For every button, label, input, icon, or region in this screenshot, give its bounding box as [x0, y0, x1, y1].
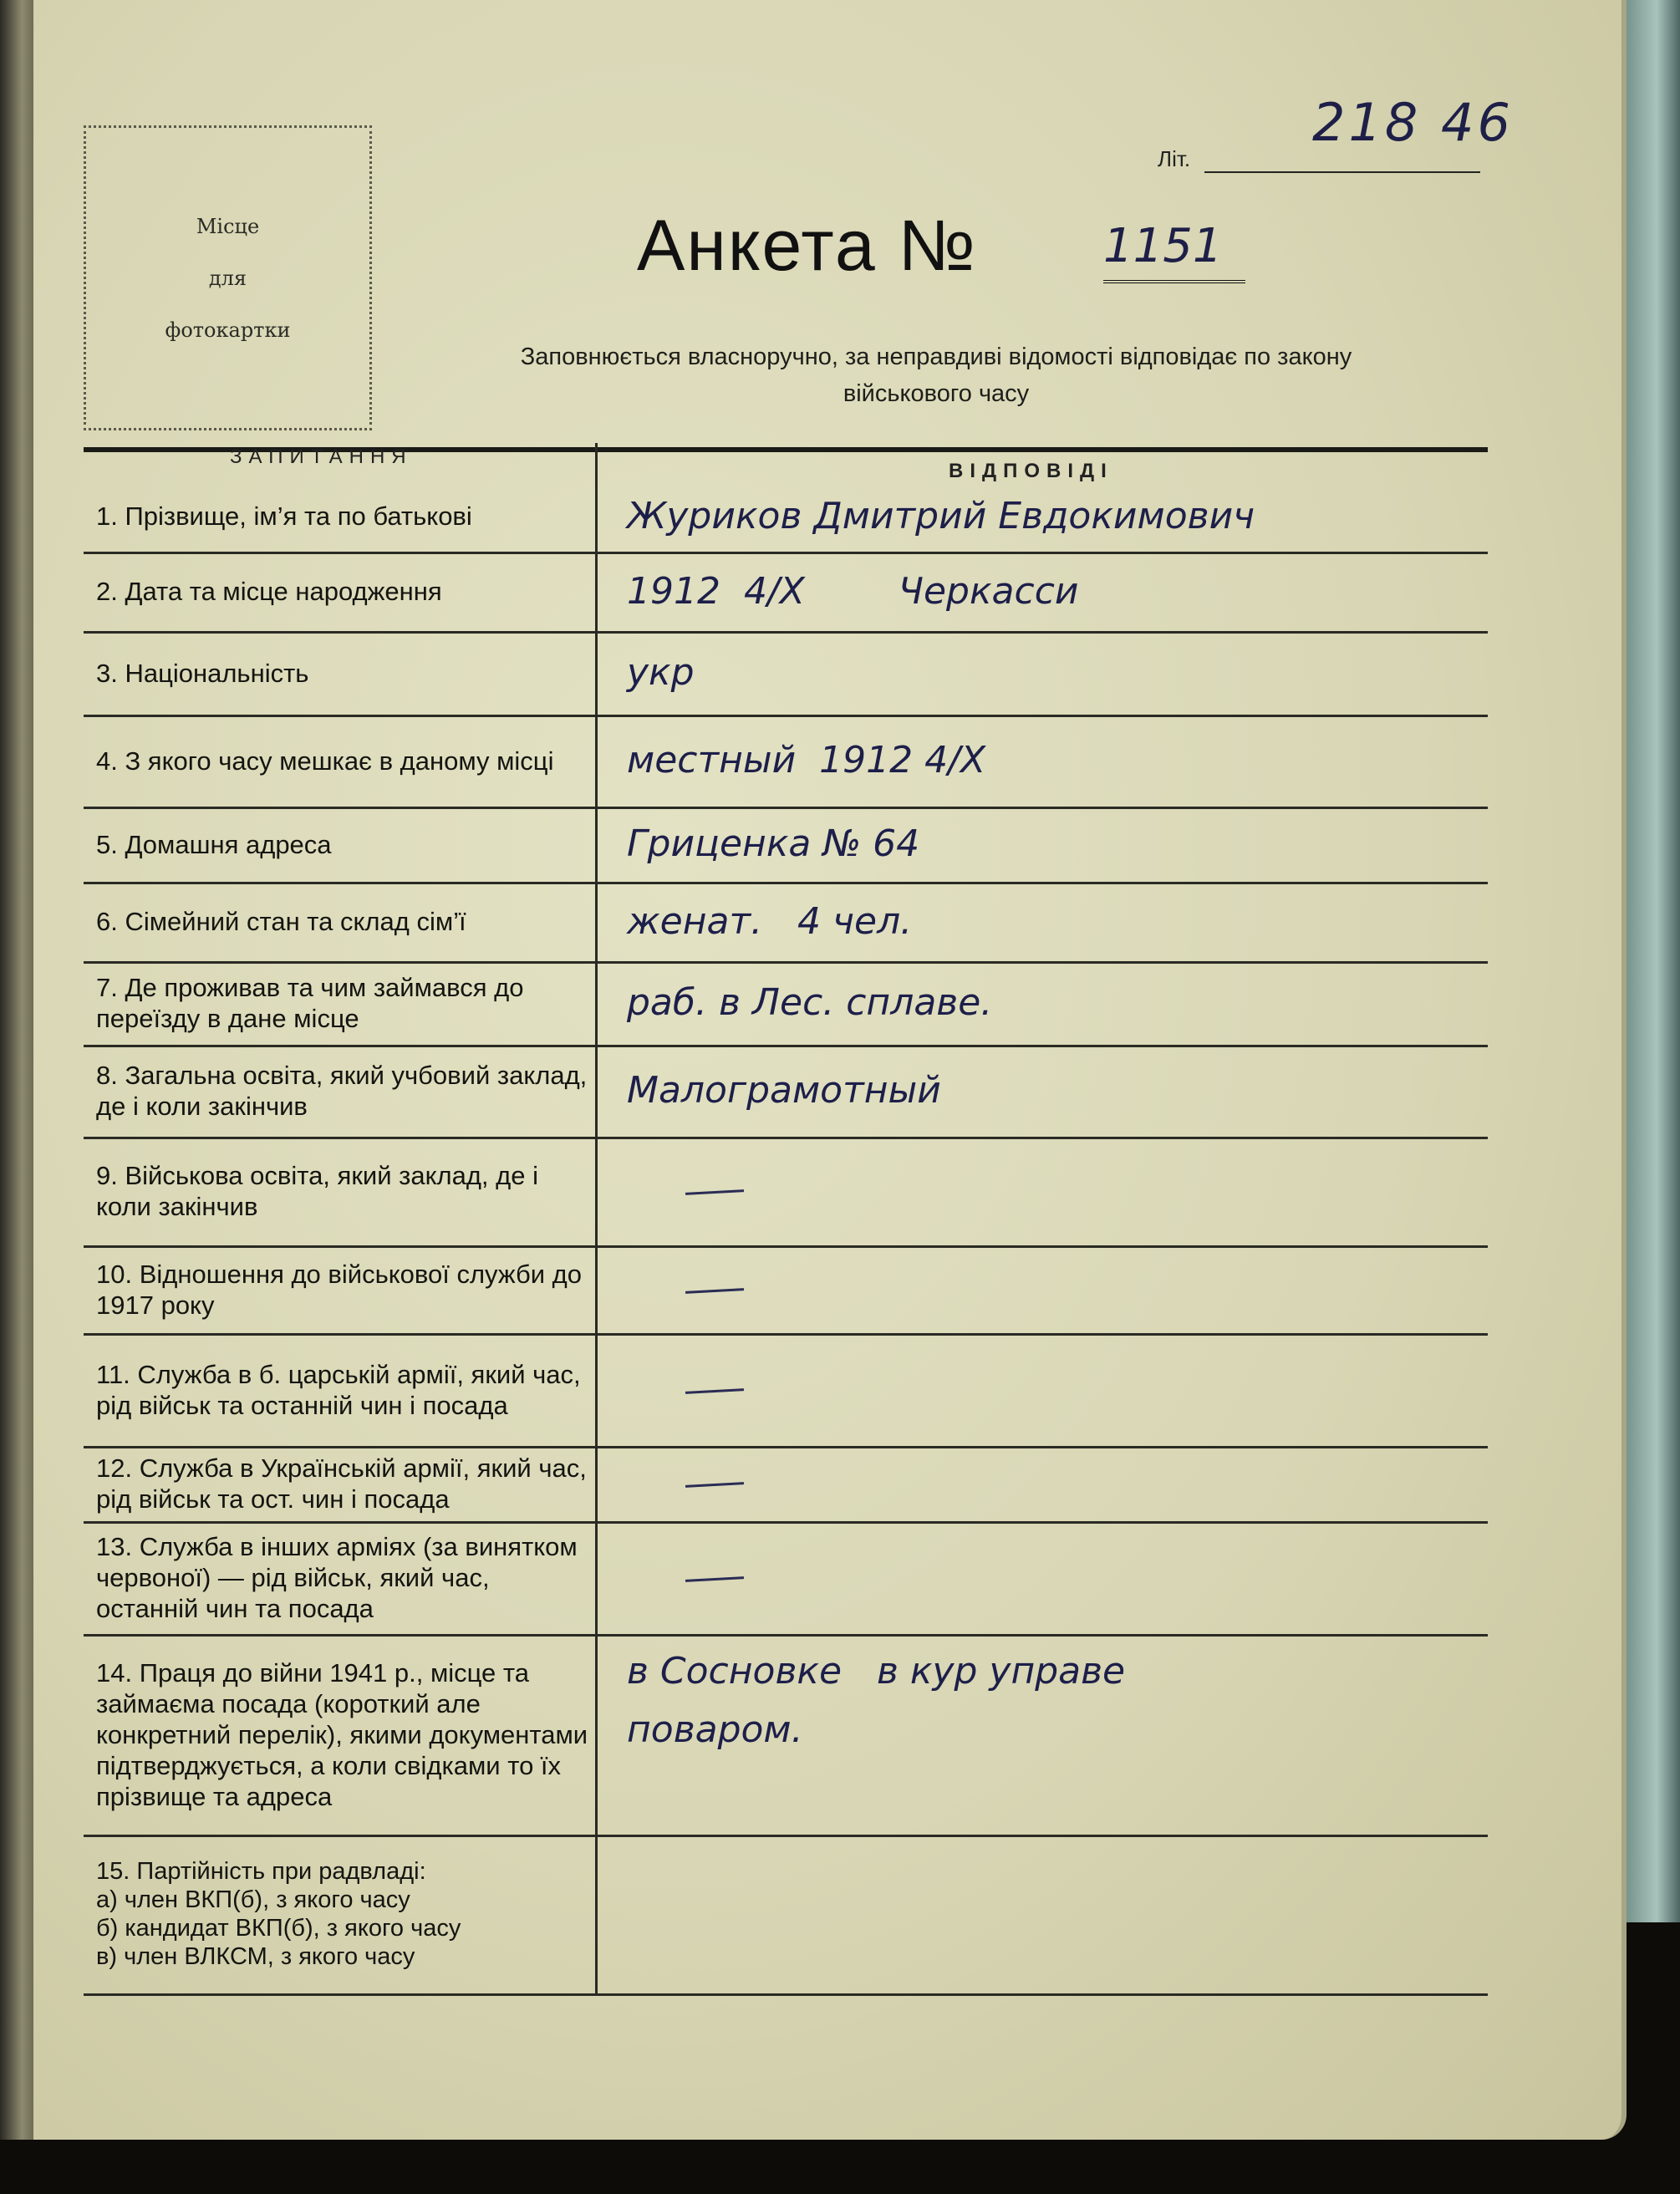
answer-4: местный 1912 4/X	[627, 739, 986, 781]
row-separator	[84, 1137, 1488, 1139]
question-5: 5. Домашня адреса	[96, 829, 332, 859]
book-binding	[1621, 0, 1680, 1922]
question-12: 12. Служба в Українській армії, який час, рід військ та ост. чин і посада	[96, 1453, 587, 1514]
row-separator	[84, 807, 1488, 809]
lit-handwritten-number: 218 46	[1312, 92, 1514, 153]
column-header-questions: ЗАПИТАННЯ	[230, 445, 413, 468]
photo-label-line3: фотокартки	[165, 318, 291, 342]
row-separator	[84, 1521, 1488, 1524]
answer-7: раб. в Лес. сплаве.	[627, 981, 993, 1024]
photo-label-line2: для	[208, 266, 247, 290]
background-shadow	[0, 2140, 1680, 2194]
row-separator	[84, 631, 1488, 634]
question-10: 10. Відношення до військової служби до 1917 року	[96, 1259, 583, 1320]
form-subtitle	[401, 339, 1471, 412]
question-1: 1. Прізвище, ім’я та по батькові	[96, 501, 472, 531]
photo-label-line1: Місце	[196, 214, 260, 238]
answer-3: укр	[627, 651, 695, 694]
form-number-underline	[1103, 280, 1245, 283]
row-separator	[84, 1045, 1488, 1047]
answer-6: женат. 4 чел.	[627, 899, 913, 943]
lit-underline	[1204, 171, 1480, 173]
question-13: 13. Служба в інших арміях (за винятком червоної) — рід військ, який час, останній чин та посада	[96, 1532, 578, 1623]
question-15: 15. Партійність при радвладі: а) член ВКП(б), з якого часу б) кандидат ВКП(б), з якого часу в) член ВЛКСМ, з якого часу	[96, 1858, 461, 1970]
answer-1: Журиков Дмитрий Евдокимович	[627, 494, 1255, 537]
row-separator	[84, 1333, 1488, 1336]
row-separator	[84, 1446, 1488, 1448]
row-separator	[84, 1993, 1488, 1996]
subtitle-line1: Заповнюється власноручно, за неправдиві відомості відповідає по закону	[520, 344, 1352, 370]
question-2: 2. Дата та місце народження	[96, 577, 442, 606]
answer-8: Малограмотный	[627, 1069, 941, 1112]
question-7: 7. Де проживав та чим займався до переїзду в дане місце	[96, 973, 524, 1033]
question-9: 9. Військова освіта, який заклад, де і коли закінчив	[96, 1161, 538, 1221]
row-separator	[84, 882, 1488, 884]
subtitle-line2: військового часу	[843, 380, 1030, 407]
question-4: 4. З якого часу мешкає в даному місці	[96, 746, 554, 776]
photo-placeholder	[84, 125, 372, 430]
row-separator	[84, 1835, 1488, 1837]
answer-2: 1912 4/X Черкасси	[627, 569, 1079, 613]
answer-14: в Сосновке в кур управе поваром.	[627, 1650, 1126, 1751]
question-8: 8. Загальна освіта, який учбовий заклад, де і коли закінчив	[96, 1061, 588, 1121]
row-separator	[84, 715, 1488, 717]
row-separator	[84, 961, 1488, 964]
column-header-answers: ВІДПОВІДІ	[949, 460, 1113, 482]
lit-label: Літ.	[1158, 146, 1191, 171]
question-11: 11. Служба в б. царській армії, який час, рід військ та останній чин і посада	[96, 1359, 581, 1420]
question-3: 3. Національність	[96, 658, 309, 688]
form-title: Анкета №	[637, 206, 977, 286]
row-separator	[84, 1245, 1488, 1248]
row-separator	[84, 552, 1488, 554]
form-number: 1151	[1103, 219, 1223, 273]
row-separator	[84, 1634, 1488, 1637]
question-6: 6. Сімейний стан та склад сім’ї	[96, 907, 466, 936]
answer-5: Гриценка № 64	[627, 822, 920, 865]
question-14: 14. Праця до війни 1941 р., місце та займаєма посада (короткий але конкретний перелік), якими документами підтверджується, а коли свідками то їх прізвище та адреса	[96, 1657, 588, 1811]
